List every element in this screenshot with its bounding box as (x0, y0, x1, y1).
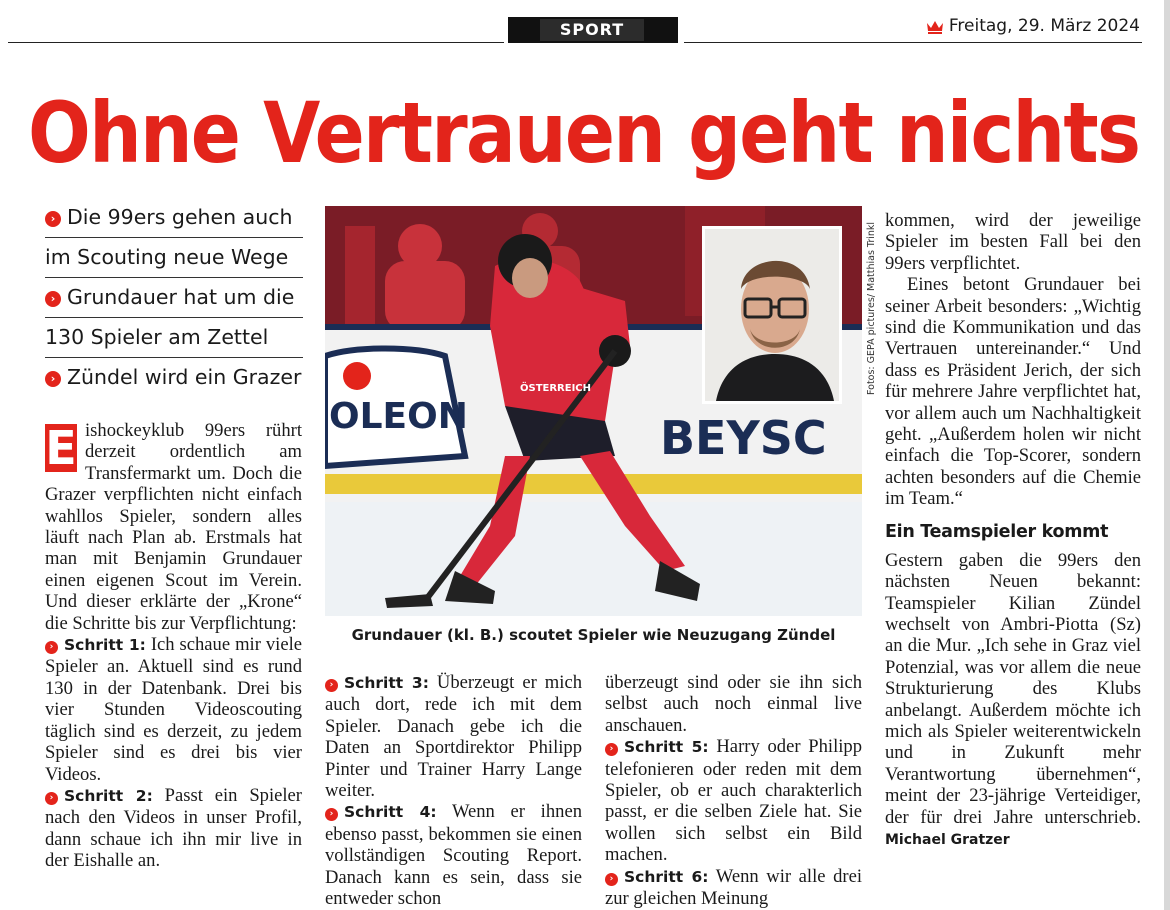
intro-paragraph: ishockeyklub 99ers rührt derzeit ordentlich am Transfermarkt um. Doch die Grazer verpflichten nicht einfach wahllos Spieler, sondern alles läuft nach Plan ab. Erstmals hat man mit Benjamin Grundauer einen eigenen Scout im Verein. Und dieser erklärte der „Krone“ die Schritte bis zur Verpflichtung: (45, 420, 302, 634)
step-4-continued: überzeugt sind oder sie ihn sich selbst auch noch einmal live anschauen. (605, 672, 862, 736)
article-column-2 (325, 672, 582, 909)
article-column-3 (605, 672, 862, 909)
svg-text:OLEON: OLEON (329, 396, 468, 437)
step-3: › Schritt 3: Überzeugt er mich auch dort, rede ich mit dem Spieler. Danach gebe ich die Daten an Sportdirektor Philipp Pinter und Trainer Harry Lange weiter. (325, 672, 582, 802)
author-byline: Michael Gratzer (885, 831, 1010, 848)
step-4: › Schritt 4: Wenn er ihnen ebenso passt, bekommen sie einen vollständigen Scouting Report. Danach kann es sein, dass sie entweder schon (325, 801, 582, 910)
step-arrow-icon: › (605, 873, 618, 886)
step-arrow-icon: › (325, 808, 338, 821)
crown-icon (926, 20, 944, 34)
issue-date: Freitag, 29. März 2024 (948, 16, 1140, 36)
step-2: › Schritt 2: Passt ein Spieler nach den Videos in unser Profil, dann schaue ich ihn mir live in der Eishalle an. (45, 784, 302, 872)
article-column-4 (885, 210, 1141, 851)
bullet-arrow-icon: › (45, 211, 61, 227)
subheading: Ein Teamspieler kommt (885, 521, 1109, 542)
step-arrow-icon: › (605, 743, 618, 756)
svg-text:BEYSC: BEYSC (660, 411, 827, 465)
step-arrow-icon: › (325, 679, 338, 692)
bullet-2: › Grundauer hat um die (45, 278, 303, 318)
article-column-1 (45, 420, 302, 872)
header-rule-left (8, 42, 504, 43)
step-arrow-icon: › (45, 792, 58, 805)
step-6: › Schritt 6: Wenn wir alle drei zur gleichen Meinung (605, 865, 862, 910)
portrait-illustration (705, 229, 842, 404)
bullet-2-continued: 130 Spieler am Zettel (45, 318, 303, 358)
step-arrow-icon: › (45, 641, 58, 654)
inset-portrait (702, 226, 842, 404)
summary-bullets (45, 198, 303, 398)
page-edge (1164, 0, 1170, 910)
header-rule-right (684, 42, 1142, 43)
paragraph-4-1: kommen, wird der jeweilige Spieler im besten Fall bei den 99ers verpflichtet. (885, 210, 1141, 274)
drop-cap: E (45, 421, 77, 475)
svg-text:ÖSTERREICH: ÖSTERREICH (520, 383, 592, 394)
paragraph-4-3: Gestern gaben die 99ers den nächsten Neuen bekannt: Teamspieler Kilian Zündel wechselt von Ambri-Piotta (Sz) an die Mur. „Ich sehe in Graz viel Potenzial, was vor allem die neue Strukturierung des Klubs anbelangt. Außerdem möchte ich mich als Spieler weiterentwickeln und in Zukunft mehr Verantwortung übernehmen“, meint der 23-jährige Verteidiger, der für drei Jahre unterschrieb. Michael Gratzer (885, 549, 1141, 848)
photo-credit: Fotos: GEPA pictures/ Matthias Trinkl (866, 221, 877, 395)
bullet-3: › Zündel wird ein Grazer (45, 358, 303, 398)
bullet-arrow-icon: › (45, 291, 61, 307)
paragraph-4-2: Eines betont Grundauer bei seiner Arbeit besonders: „Wichtig sind die Kommunikation und das Vertrauen untereinander.“ Und dass es Präsident Jerich, der sich für mehrere Jahre verpflichtet hat, vor allem auch um Nachhaltigkeit geht. „Außerdem holen wir nicht einfach die Top-Scorer, sondern achten besonders auf die Chemie im Team.“ (885, 274, 1141, 510)
headline: Ohne Vertrauen geht nichts (28, 84, 1140, 182)
step-1: › Schritt 1: Ich schaue mir viele Spieler an. Aktuell sind es rund 130 in der Datenbank. Drei bis vier Stunden Videoscouting täglich sind es derzeit, zu jedem Spieler sind es drei bis vier Videos. (45, 634, 302, 785)
step-5: › Schritt 5: Harry oder Philipp telefonieren oder reden mit dem Spieler, ob er auch charakterlich passt, er die selben Ziele hat. Sie wollen sich selbst ein Bild machen. (605, 736, 862, 866)
section-label: SPORT (540, 19, 644, 41)
bullet-1-continued: im Scouting neue Wege (45, 238, 303, 278)
bullet-1: › Die 99ers gehen auch (45, 198, 303, 238)
photo-caption: Grundauer (kl. B.) scoutet Spieler wie Neuzugang Zündel (351, 626, 836, 644)
bullet-arrow-icon: › (45, 371, 61, 387)
